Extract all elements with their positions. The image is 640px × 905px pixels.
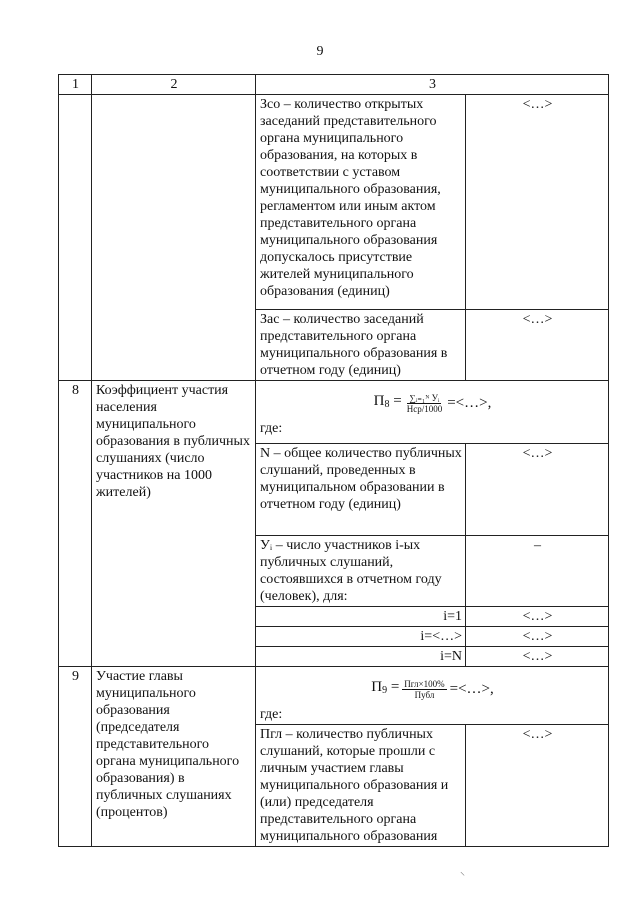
i-label: i=1	[256, 607, 466, 627]
formula-cell	[256, 667, 609, 725]
formula-cell	[256, 381, 609, 444]
indicator-name: Коэффициент участия населения муниципального образования в публичных слушаниях (число участников на 1000 жителей)	[92, 381, 256, 667]
where-label: где:	[260, 421, 283, 436]
page-number: 9	[316, 44, 324, 59]
pgl-value: <…>	[466, 725, 609, 847]
formula-numerator: ∑ᵢ₌₁ᴺ Уᵢ	[409, 392, 440, 403]
i-value: <…>	[466, 607, 609, 627]
formula-fraction	[405, 393, 445, 414]
table-row	[59, 667, 609, 725]
formula-lhs: $П_8$ =	[373, 393, 402, 410]
table-row	[59, 95, 609, 310]
n-description: N – общее количество публичных слушаний, проведенных в муниципальном образовании в отчетном году (единиц)	[256, 444, 466, 536]
i-label: i=<…>	[256, 627, 466, 647]
formula-numerator: Пгл×100%	[404, 678, 445, 689]
pgl-description: Пгл – количество публичных слушаний, которые прошли с личным участием главы муниципального образования и (или) председателя представительного органа муниципального образования	[256, 725, 466, 847]
row-number: 9	[59, 667, 92, 847]
indicators-table	[58, 74, 609, 847]
formula-lhs: $П_9$ =	[371, 679, 400, 696]
table-row	[59, 381, 609, 444]
u-value: –	[466, 536, 609, 607]
i-value: <…>	[466, 627, 609, 647]
header-col-2: 2	[92, 75, 256, 95]
zso-description: Зсо – количество открытых заседаний представительного органа муниципального образования, на которых в соответствии с уставом муниципального образования, регламентом или иным актом представительного органа муниципального образования допускалось присутствие жителей муниципального образования (единиц)	[256, 95, 466, 310]
formula	[260, 382, 605, 418]
zso-value: <…>	[466, 95, 609, 310]
row-name-cell	[92, 95, 256, 381]
header-col-3: 3	[256, 75, 609, 95]
zas-description: Зас – количество заседаний представительного органа муниципального образования в отчетном году (единиц)	[256, 310, 466, 381]
formula	[260, 668, 605, 704]
zas-value: <…>	[466, 310, 609, 381]
n-value: <…>	[466, 444, 609, 536]
table-header-row	[59, 75, 609, 95]
formula-denominator: Публ	[414, 689, 435, 700]
formula-denominator: Нср/1000	[406, 403, 443, 414]
formula-fraction	[402, 679, 446, 700]
where-label: где:	[260, 707, 283, 722]
scan-mark: ⸌	[460, 871, 465, 882]
header-col-1: 1	[59, 75, 92, 95]
indicator-name: Участие главы муниципального образования (председателя представительного органа муниципального образования) в публичных слушаниях (процентов)	[92, 667, 256, 847]
row-number-cell	[59, 95, 92, 381]
row-number: 8	[59, 381, 92, 667]
formula-rhs: =<…>,	[447, 394, 492, 411]
u-description: Уᵢ – число участников i-ых публичных слушаний, состоявшихся в отчетном году (человек), для:	[256, 536, 466, 607]
i-value: <…>	[466, 647, 609, 667]
i-label: i=N	[256, 647, 466, 667]
formula-rhs: =<…>,	[449, 680, 494, 697]
